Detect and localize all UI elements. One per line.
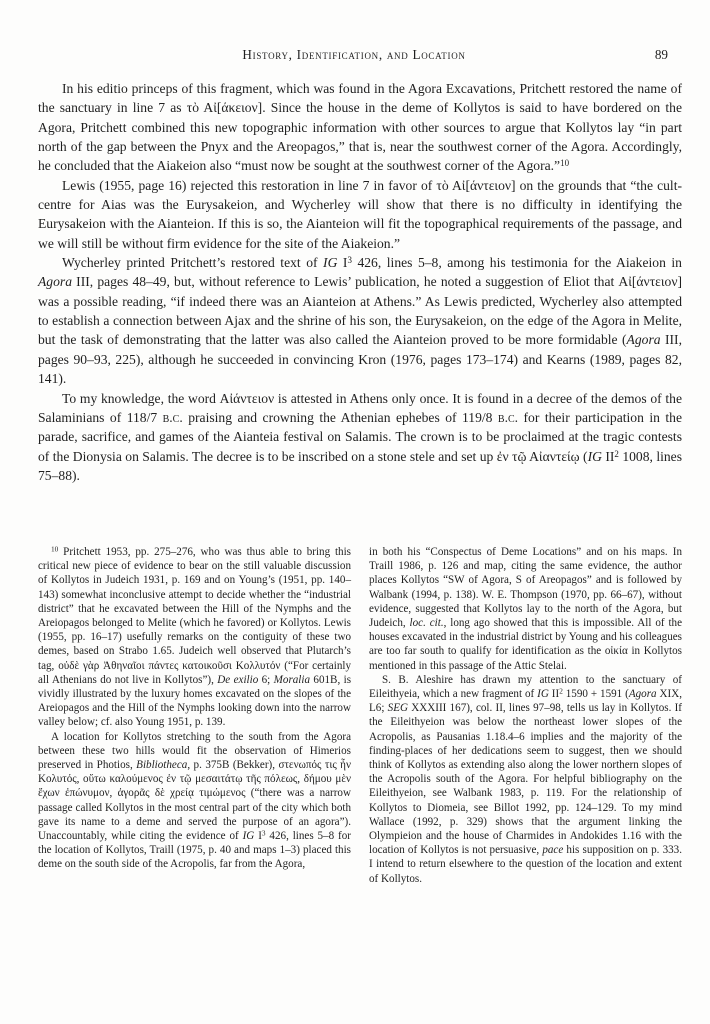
text-segment: praising and crowning the Athenian ephebes of 119/8 (182, 409, 498, 425)
text-segment: To my knowledge, the word Αἰάντειον is attested in Athens only once. It is found in a decree of the demos of the Salaminians of 118/7 (38, 390, 682, 425)
text-segment: b.c. (497, 409, 519, 425)
footnote-column-right (369, 545, 682, 886)
footnote-paragraph (369, 545, 682, 673)
superscript: 10 (560, 158, 570, 169)
body-paragraph (38, 79, 682, 176)
text-segment: A location for Kollytos stretching to the south from the Agora between these two hills would fit the observation of Himerios preserved in Photios, (38, 730, 351, 772)
text-segment: XIX, L6; (369, 688, 683, 715)
footnote-paragraph (38, 730, 351, 872)
text-segment: pace (542, 844, 564, 857)
text-segment: In his editio princeps of this fragment, which was found in the Agora Excavations, Pritchett restored the name of the sanctuary in line 7 as τὸ Αἰ[άκειον]. Since the house in the deme of Kollytos is said to have bordered on the Agora, Pritchett combined this new topographic information with other sources to argue that Kollytos lay “in part north of the gap between the Pnyx and the Areopagos,” that is, near the southwest corner of the Agora. Accordingly, he concluded that the Aiakeion also “must now be sought at the southwest corner of the Agora.” (38, 81, 682, 174)
footnote-column-left (38, 545, 351, 886)
text-segment: for their participation in the parade, sacrifice, and games of the Aianteia festival on Salamis. The crown is to be proclaimed at the tragic contests of the Dionysia on Salamis. The decree is to be inscribed on a stone stele and set up ἐν τῷ Αἰαντείῳ ( (38, 409, 682, 464)
superscript: 3 (347, 255, 352, 266)
text-segment: Lewis (1955, page 16) rejected this restoration in line 7 in favor of τὸ Αἰ[άντειον] on the grounds that “the cult-centre for Aias was the Eurysakeion, and Wycherley will show that there is no difficulty in identifying the Eurysakeion with the Aianteion. If this is so, the Aianteion will fit the topographical requirements of the passage, and we will still be without firm evidence for the site of the Aiakeion.” (38, 177, 682, 251)
footnote-paragraph (38, 545, 351, 730)
text-segment: 6; (258, 673, 274, 686)
superscript: 3 (261, 828, 266, 838)
page-number: 89 (654, 47, 668, 62)
footnote-paragraph (369, 673, 682, 886)
text-segment: loc. cit. (409, 617, 444, 630)
text-segment: 1590 + 1591 ( (562, 688, 629, 701)
text-segment: IG (242, 830, 255, 843)
text-segment: I (337, 255, 348, 271)
superscript: 10 (51, 544, 59, 554)
text-segment: III, pages 48–49, but, without reference to Lewis’ publication, he noted a suggestion of Eliot that Αἰ[άντειον] was a possible reading, “if indeed there was an Aianteion at Athens.” As Lewis predicted, Wycherley also attempted to establish a connection between Ajax and the shrine of his son, the Eurysakeion, on the edge of the Agora in Melite, but the task of demonstrating that the latter was also called the Aianteion proved to be more formidable ( (38, 274, 682, 348)
text-segment: his supposition on p. 333. I intend to return elsewhere to the question of the location and extent of Kollytos. (369, 844, 682, 885)
text-segment: , p. 375B (Bekker), στενωπός τις ἦν Κολυτός, οὕτω καλούμενος ἐν τῷ μεσαιτάτῳ τῆς πόλεως, δήμου μὲν ἔχων ἐπώνυμον, ἀγορᾶς δὲ χρείᾳ τιμώμενος (“there was a narrow passage called Kollytos in the most central part of the city which both gave its name to a deme and served the purpose of an agora”). Unaccountably, while citing the evidence of (38, 759, 351, 843)
text-segment: XXXIII 167), col. II, lines 97–98, tells us lay in Kollytos. If the Eileithyeion was below the northeast lower slopes of the Acropolis, as Pausanias 1.18.4–6 implies and the majority of the finding-places of her dedications seem to suggest, then we should think of Kollytos as extending also along the lower northern slopes of the Acropolis south of the Agora. For helpful bibliography on the Eileithyeion, see Walbank 1983, p. 119. For the relationship of Kollytos to Diomeia, see Billot 1992, pp. 124–129. To my mind Wallace (1992, p. 329) shows that the argument linking the Olympieion and the house of Charmides in Andokides 1.16 with the location of Kollytos is not persuasive, (369, 702, 682, 857)
text-segment: S. B. Aleshire has drawn my attention to the sanctuary of Eileithyeia, which a new fragment of (369, 673, 682, 701)
text-segment: IG (537, 688, 549, 701)
text-segment: Agora (626, 332, 661, 348)
text-segment: Agora (38, 274, 72, 290)
text-segment: IG (323, 255, 338, 271)
body-paragraph (38, 253, 682, 388)
body-paragraph (38, 389, 682, 486)
superscript: 2 (614, 448, 619, 459)
text-segment: , long ago showed that this is impossible. All of the houses excavated in the industrial district by Young and his colleagues are too far south to qualify for identification as the οἰκία in Kollytos mentioned in this passage of the Attic Stelai. (369, 617, 682, 672)
running-head (40, 47, 668, 63)
text-segment: 426, lines 5–8, among his testimonia for the Aiakeion in (351, 255, 682, 271)
body-paragraph (38, 176, 682, 253)
text-segment: Bibliotheca (136, 759, 188, 772)
text-segment: Pritchett 1953, pp. 275–276, who was thus able to bring this critical new piece of evidence to bear on the still valuable discussion of Kollytos in Judeich 1931, p. 169 and on Young’s (1951, pp. 140–143) somewhat inconclusive attempt to decide whether the “industrial district” that he excavated between the Hill of the Nymphs and the Areiopagos belonged to Melite (which he favored) or Kollytos. Lewis (1955, pp. 16–17) usefully remarks on the contiguity of these two demes, based on Strabo 1.65. Judeich well observed that Plutarch’s tag, οὐδὲ γὰρ Ἀθηναῖοι πάντες κατοικοῦσι Κολλυτόν (“For certainly all Athenians do not live in Kollytos”), (38, 546, 351, 686)
text-segment: I (254, 830, 262, 843)
text-segment: 601B, is vividly illustrated by the luxury homes excavated on the slopes of the Areiopagos and the Hill of the Nymphs looking down into the narrow valley below; cf. also Young 1951, p. 139. (38, 673, 352, 729)
text-segment: 1008, lines 75–88). (38, 448, 683, 483)
page-content (38, 79, 682, 886)
text-segment: Wycherley printed Pritchett’s restored text of (62, 255, 324, 271)
page-title: History, Identification, and Location (242, 47, 466, 62)
text-segment: IG (587, 448, 602, 464)
text-segment: II (548, 688, 560, 701)
text-segment: 426, lines 5–8 for the location of Kollytos, Traill (1975, p. 40 and maps 1–3) placed this deme on the south side of the Acropolis, far from the Agora, (38, 830, 351, 871)
text-segment: Moralia (273, 673, 311, 686)
text-segment: Agora (628, 688, 657, 701)
text-segment: SEG (387, 702, 408, 715)
main-text (38, 79, 682, 541)
footnotes (38, 545, 682, 886)
text-segment: b.c. (162, 409, 183, 425)
text-segment: II (601, 448, 615, 464)
text-segment: in both his “Conspectus of Deme Locations” and on his maps. In Traill 1986, p. 126 and map, citing the same evidence, the author places Kollytos “SW of Agora, S of Areopagos” and is followed by Walbank (1994, p. 138). W. E. Thompson (1970, pp. 66–67), without evidence, suggested that Kollytos lay to the north of the Agora, but Judeich, (369, 546, 682, 630)
text-segment: De exilio (217, 673, 259, 686)
superscript: 2 (559, 686, 563, 696)
text-segment: III, pages 90–93, 225), although he succeeded in convincing Kron (1976, pages 173–174) and Kearns (1989, pages 82, 141). (38, 332, 682, 387)
